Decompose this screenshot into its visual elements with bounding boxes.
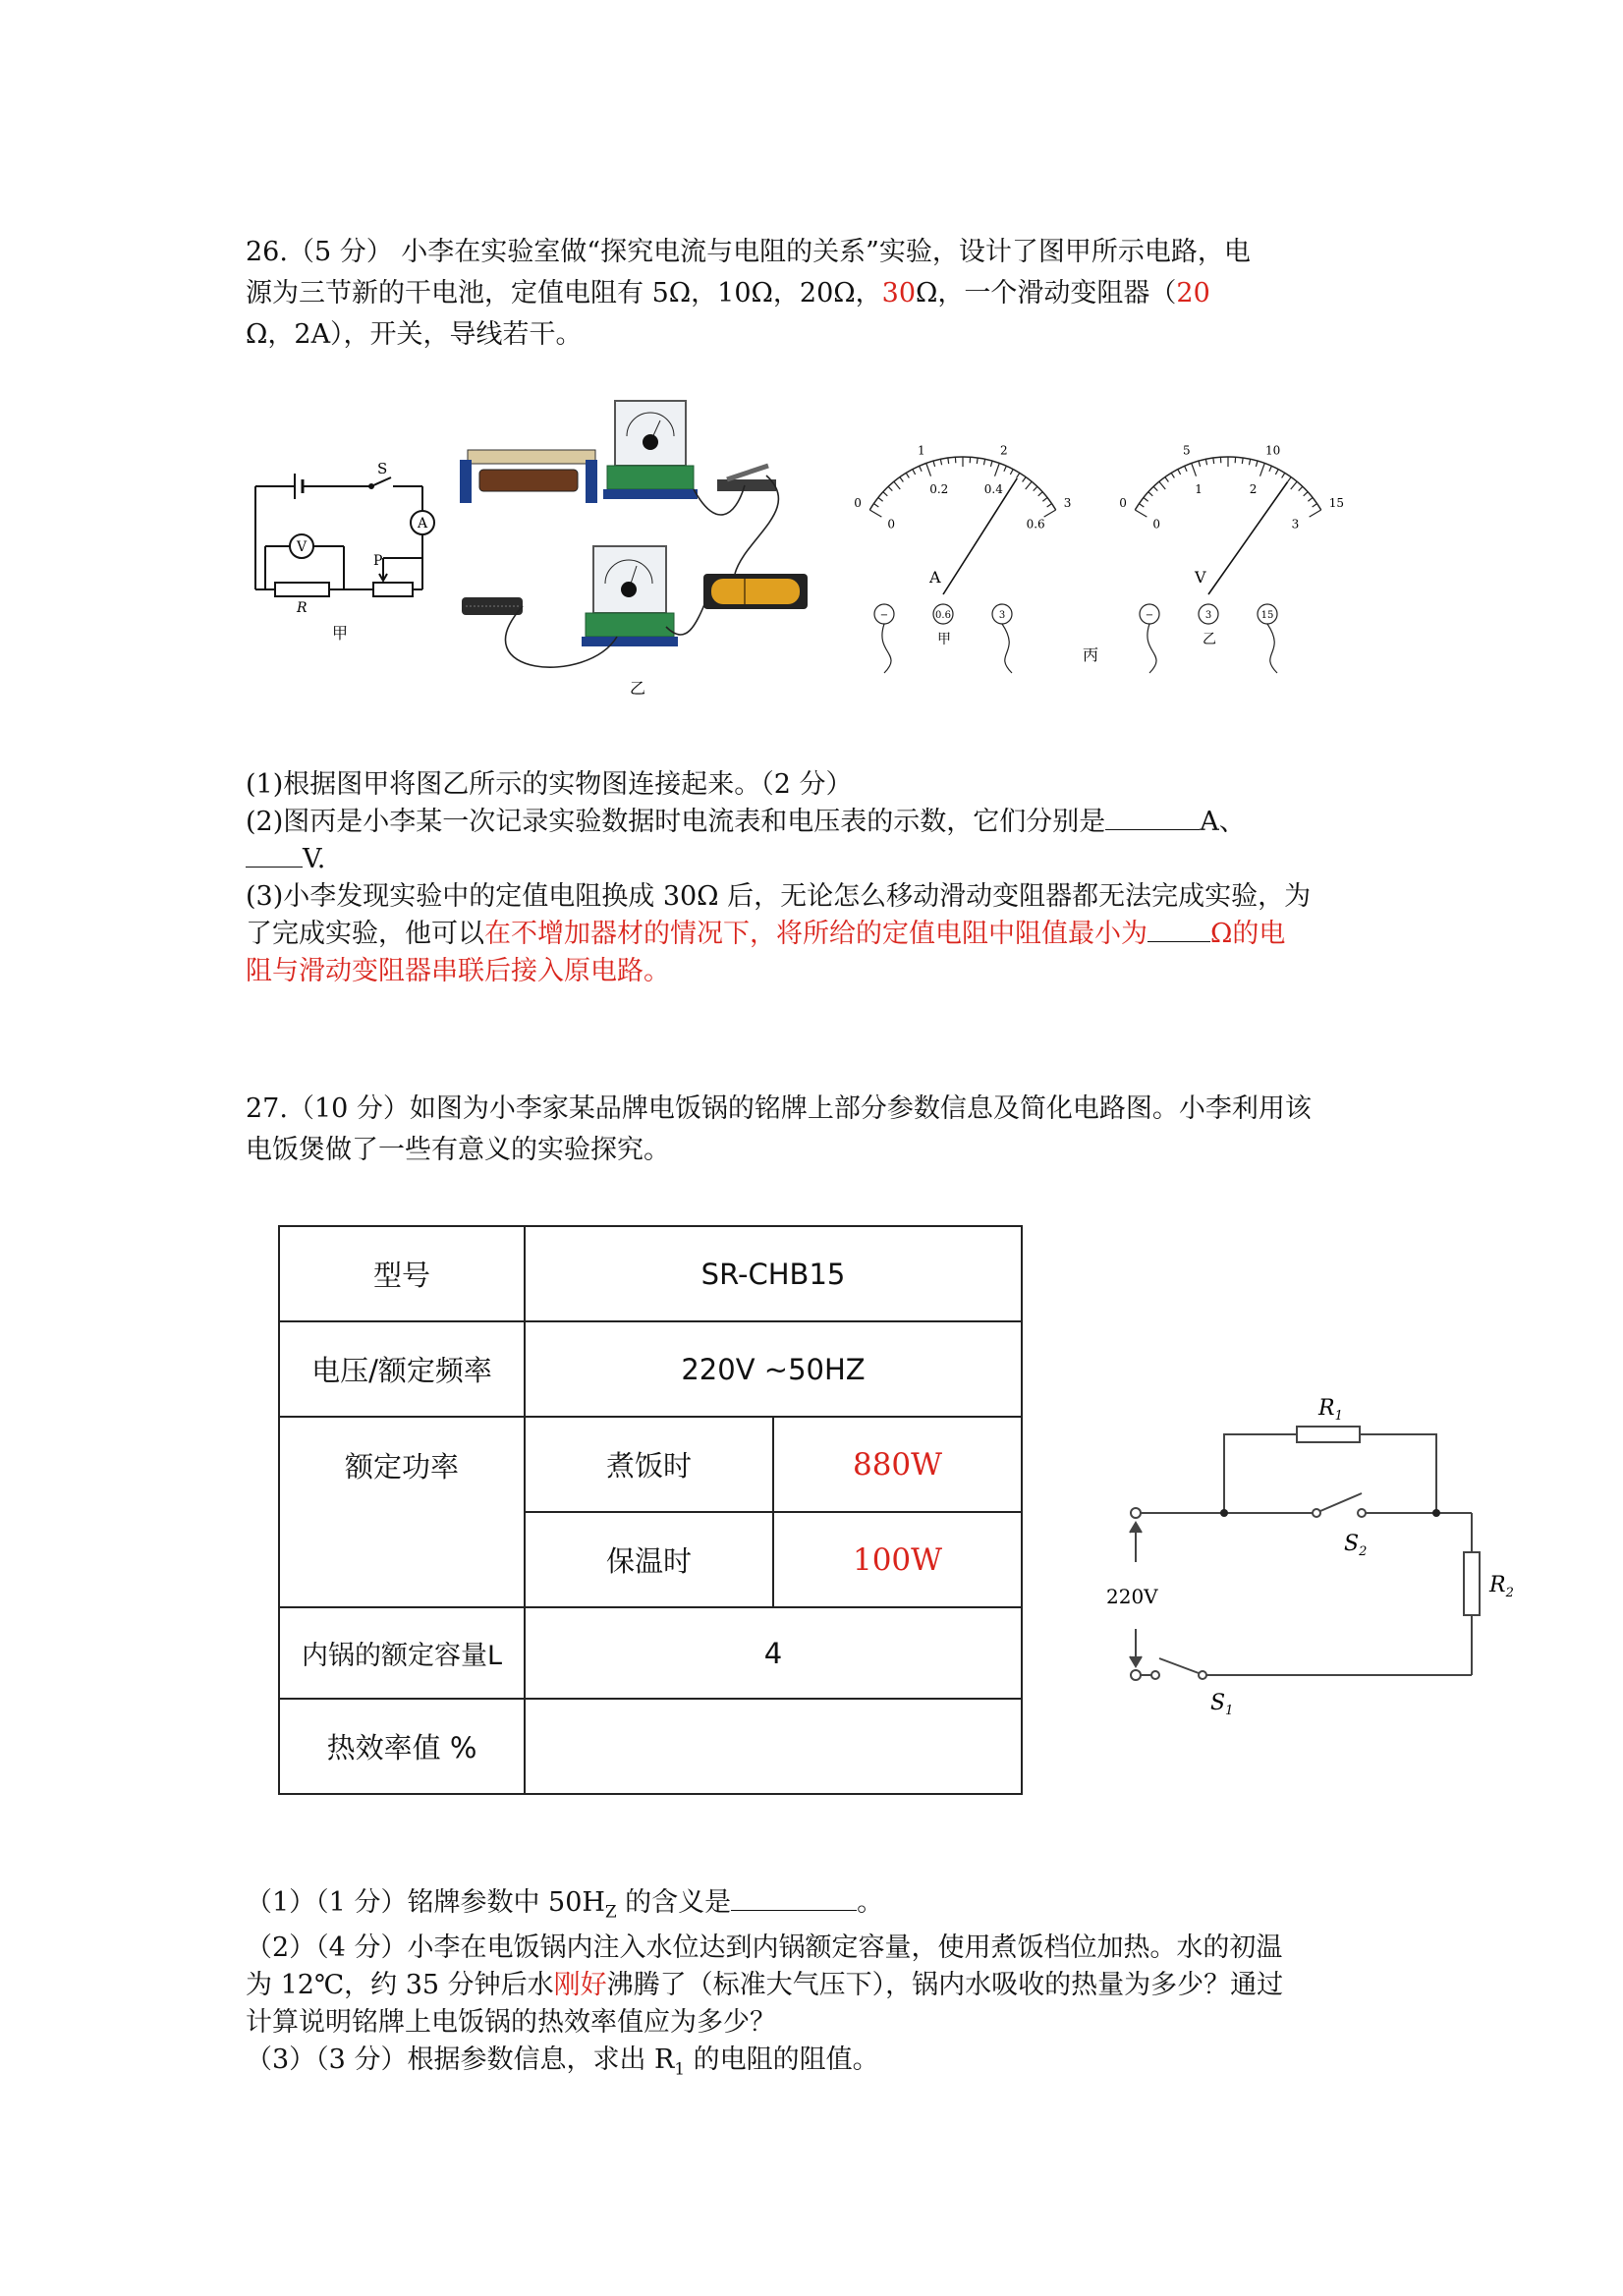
ammeter-tick	[1004, 466, 1006, 471]
q26-line3: Ω，2A），开关，导线若干。	[246, 319, 583, 350]
voltmeter-tick	[1256, 461, 1258, 467]
ammeter-inner-tick-label: 0.4	[983, 481, 1003, 496]
q27-sub2-line3: 计算说明铭牌上电饭锅的热效率值应为多少？	[246, 2007, 776, 2039]
voltmeter-tick	[1282, 473, 1285, 477]
switch-label: S	[377, 460, 388, 477]
voltmeter-tick	[1213, 458, 1214, 464]
ammeter-tick	[1034, 486, 1037, 490]
voltmeter-inner-tick-label: 0	[1152, 517, 1161, 532]
voltmeter-tick	[1249, 459, 1250, 465]
q26-sub2: (2)图丙是小李某一次记录实验数据时电流表和电压表的示数，它们分别是 A、	[246, 807, 1246, 837]
power-label: 额定功率	[279, 1417, 525, 1607]
ammeter-lead-wire	[882, 624, 891, 673]
resistor-label: R	[297, 600, 308, 616]
ammeter-tick	[1017, 473, 1020, 477]
voltmeter-needle	[1208, 481, 1288, 594]
ammeter-needle	[943, 478, 1017, 594]
ammeter-tick	[940, 459, 941, 465]
battery-pack	[703, 574, 808, 609]
voltmeter-tick	[1260, 464, 1265, 476]
voltmeter-tick	[1159, 481, 1165, 489]
voltmeter-tick	[1199, 461, 1201, 467]
voltmeter-tick	[1310, 510, 1321, 517]
q26-line2: 源为三节新的干电池，定值电阻有 5Ω，10Ω，20Ω，30Ω，一个滑动变阻器（20	[246, 278, 1210, 308]
answer-blank-current[interactable]	[1105, 806, 1200, 830]
voltmeter-terminal-label: 15	[1260, 610, 1274, 621]
voltage-label: 电压/额定频率	[279, 1321, 525, 1417]
voltmeter-tick	[1308, 497, 1313, 501]
capacity-label: 内锅的额定容量L	[279, 1607, 525, 1699]
ammeter-tick	[906, 473, 909, 477]
voltmeter-tick	[1269, 466, 1271, 471]
rheostat-top	[460, 450, 597, 503]
ammeter-tick	[888, 486, 892, 490]
ammeter-terminal-label: 3	[998, 610, 1006, 621]
answer-blank-frequency[interactable]	[731, 1886, 857, 1911]
voltage-value: 220V ~50HZ	[525, 1321, 1022, 1417]
ammeter-inner-tick-label: 0.6	[1026, 517, 1045, 532]
voltmeter-caption: 乙	[1203, 632, 1216, 647]
ammeter-terminal-label: 0.6	[935, 610, 951, 621]
capacity-value: 4	[525, 1607, 1022, 1699]
q26-sub1: (1)根据图甲将图乙所示的实物图连接起来。（2 分）	[246, 769, 853, 800]
ammeter-tick	[878, 497, 883, 501]
ammeter-symbol-label: A	[418, 516, 428, 532]
voltmeter-tick	[1165, 477, 1168, 482]
q27-line2: 电饭煲做了一些有意义的实验探究。	[246, 1135, 670, 1165]
ammeter-tick	[1026, 481, 1032, 489]
ammeter-tick	[1038, 492, 1042, 496]
q26-sub3-line3: 阻与滑动变阻器串联后接入原电路。	[246, 956, 670, 986]
cook-label: 煮饭时	[525, 1417, 773, 1512]
ammeter-tick	[894, 481, 900, 489]
apparatus-figure-yi	[450, 391, 823, 705]
table-row	[279, 1226, 1022, 1321]
ammeter-outer-tick-label: 2	[1000, 443, 1008, 458]
voltmeter-tick	[1139, 504, 1144, 507]
voltmeter-tick	[1313, 504, 1317, 507]
ammeter-outer-tick-label: 3	[1063, 495, 1072, 510]
table-row	[279, 1607, 1022, 1699]
voltmeter-lead-wire	[1267, 624, 1277, 673]
voltmeter-lead-wire	[1147, 624, 1156, 673]
voltmeter-outer-tick-label: 0	[1119, 495, 1127, 510]
voltmeter-inner-tick-label: 2	[1249, 481, 1258, 496]
q27-sub1: （1）（1 分）铭牌参数中 $50H_Z$ 的含义是 。	[246, 1887, 884, 1922]
voltmeter-terminal-label: 3	[1204, 610, 1212, 621]
q26-paragraph	[246, 232, 1395, 356]
ammeter-unit-label: A	[929, 568, 941, 587]
q26-sub3-line2: 了完成实验，他可以在不增加器材的情况下，将所给的定值电阻中阻值最小为 Ω的电	[246, 919, 1286, 949]
fixed-resistor	[462, 597, 523, 615]
voltmeter-symbol-label: V	[297, 539, 308, 555]
figure-yi-caption: 乙	[630, 679, 646, 698]
ammeter-tick	[1010, 470, 1013, 475]
ammeter-tick	[883, 492, 887, 496]
ammeter-tick	[926, 464, 931, 476]
model-label: 型号	[279, 1226, 525, 1321]
table-row	[279, 1699, 1022, 1794]
ammeter-tick	[920, 466, 922, 471]
voltmeter-tick	[1288, 477, 1291, 482]
voltmeter-tick	[1242, 458, 1243, 464]
ammeter-tick	[995, 464, 1000, 476]
ammeter-tick	[900, 477, 903, 482]
voltmeter-tick	[1304, 492, 1308, 496]
table-row	[279, 1321, 1022, 1417]
ammeter-tick	[873, 504, 878, 507]
figure-jia-caption: 甲	[332, 624, 349, 643]
ammeter-lead-wire	[1002, 624, 1012, 673]
answer-blank-voltage[interactable]	[246, 843, 303, 868]
voltmeter-inner-tick-label: 1	[1195, 481, 1203, 496]
voltmeter-tick	[1153, 486, 1157, 490]
q27-head: 27.（10 分）如图为小李家某品牌电饭锅的铭牌上部分参数信息及简化电路图。小李利用该	[246, 1093, 1312, 1124]
S1-label: $S_1$	[1210, 1691, 1234, 1718]
ammeter-tick	[1023, 477, 1026, 482]
q26-head: 26.（5 分） 小李在实验室做“探究电流与电阻的关系”实验，设计了图甲所示电路，电	[246, 237, 1251, 267]
voltmeter-tick	[1299, 486, 1303, 490]
ammeter-tick	[913, 470, 916, 475]
slider-label: P	[373, 553, 383, 569]
nameplate-table	[278, 1225, 1023, 1795]
voltmeter-tick	[1171, 473, 1174, 477]
ammeter-outer-tick-label: 0	[854, 495, 862, 510]
ammeter-tick	[983, 459, 984, 465]
rice-cooker-circuit	[1100, 1375, 1513, 1729]
figure-bing-caption: 丙	[1083, 645, 1099, 664]
voltmeter-outer-tick-label: 5	[1182, 443, 1191, 458]
voltmeter-tick	[1148, 492, 1152, 496]
q27-sub2-line2: 为 12℃，约 35 分钟后水刚好沸腾了（标准大气压下），锅内水吸收的热量为多少？通过	[246, 1970, 1284, 2001]
meter-bottom	[582, 546, 678, 646]
ammeter-caption: 甲	[937, 632, 951, 647]
model-value: SR-CHB15	[525, 1226, 1022, 1321]
ammeter-terminal-label: −	[879, 610, 889, 621]
voltmeter-outer-tick-label: 10	[1265, 443, 1281, 458]
ammeter-tick	[1042, 497, 1047, 501]
voltmeter-tick	[1291, 481, 1297, 489]
voltmeter-inner-tick-label: 3	[1291, 517, 1300, 532]
voltmeter-tick	[1178, 470, 1181, 475]
voltmeter-tick	[1192, 464, 1197, 476]
voltmeter-tick	[1144, 497, 1148, 501]
voltmeter-outer-tick-label: 15	[1328, 495, 1345, 510]
R2-label: $R_2$	[1489, 1573, 1514, 1600]
ammeter-tick	[1047, 504, 1052, 507]
q27-subquestions	[246, 1884, 1395, 2088]
q27-sub3: （3）（3 分）根据参数信息，求出 $R_1$ 的电阻的阻值。	[246, 2044, 879, 2079]
warm-value: 100W	[773, 1512, 1022, 1607]
voltmeter-tick	[1205, 459, 1206, 465]
ammeter-inner-tick-label: 0.2	[929, 481, 949, 496]
ammeter-tick	[948, 458, 949, 464]
ammeter-inner-tick-label: 0	[887, 517, 896, 532]
q26-sub2-cont: V.	[246, 841, 1395, 878]
circuit-diagram-jia	[246, 452, 432, 648]
table-row	[279, 1417, 1022, 1512]
efficiency-label: 热效率值 %	[279, 1699, 525, 1794]
ammeter-tick	[869, 510, 881, 517]
q26-sub3: (3)小李发现实验中的定值电阻换成 30Ω 后，无论怎么移动滑动变阻器都无法完成实验，为	[246, 881, 1312, 912]
warm-label: 保温时	[525, 1512, 773, 1607]
q27-sub2: （2）（4 分）小李在电饭锅内注入水位达到内锅额定容量，使用煮饭档位加热。水的初温	[246, 1932, 1283, 1964]
voltmeter-unit-label: V	[1195, 568, 1206, 587]
physical-switch	[717, 466, 776, 491]
ammeter-tick	[933, 461, 935, 467]
ammeter-tick	[990, 461, 992, 467]
ammeter-outer-tick-label: 1	[917, 443, 925, 458]
ammeter-tick	[1044, 510, 1056, 517]
cook-value: 880W	[773, 1417, 1022, 1512]
answer-blank-resistance[interactable]	[1147, 918, 1210, 942]
voltmeter-tick	[1135, 510, 1147, 517]
ammeter-tick	[977, 458, 978, 464]
voltmeter-tick	[1275, 470, 1278, 475]
voltmeter-terminal-label: −	[1145, 610, 1154, 621]
voltage-label: 220V	[1106, 1585, 1158, 1608]
R1-label: $R_1$	[1318, 1396, 1343, 1424]
voltmeter-tick	[1185, 466, 1187, 471]
q26-subquestions	[246, 766, 1395, 990]
efficiency-value	[525, 1699, 1022, 1794]
meter-figure-bing	[835, 418, 1356, 673]
S2-label: $S_2$	[1344, 1532, 1368, 1559]
meter-top	[603, 401, 698, 499]
q27-paragraph	[246, 1089, 1395, 1171]
